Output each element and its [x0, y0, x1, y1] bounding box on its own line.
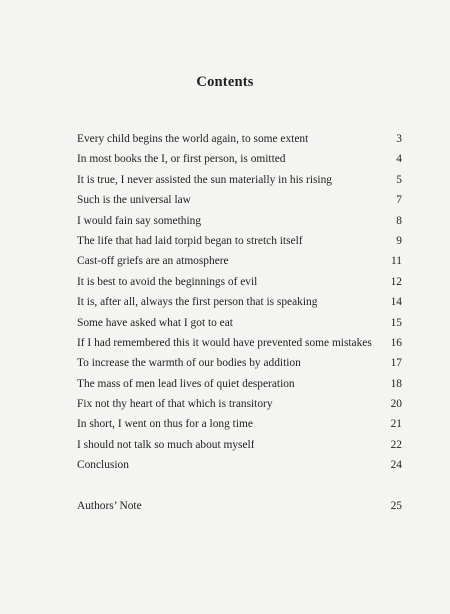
toc-entry-title: In most books the I, or first person, is omitted [77, 153, 286, 166]
toc-entry-title: Cast-off griefs are an atmosphere [77, 255, 229, 268]
toc-entry-title: I should not talk so much about myself [77, 438, 255, 451]
toc-entry[interactable] [77, 190, 402, 210]
toc-entry[interactable] [77, 313, 402, 333]
toc-entry[interactable] [77, 353, 402, 373]
toc-entry-page: 15 [390, 316, 402, 329]
toc-entry-title: Some have asked what I got to eat [77, 316, 233, 329]
toc-entry-title: To increase the warmth of our bodies by addition [77, 357, 301, 370]
toc-entry-page: 17 [390, 357, 402, 370]
toc-entry-page: 4 [396, 153, 402, 166]
toc-entry-page: 24 [390, 459, 402, 472]
toc-entry[interactable] [77, 170, 402, 190]
page-title: Contents [196, 74, 254, 90]
toc-entry[interactable] [77, 333, 402, 353]
toc-entry-page: 18 [390, 377, 402, 390]
toc-entry-page: 21 [390, 418, 402, 431]
toc-entry-title: Fix not thy heart of that which is transitory [77, 398, 273, 411]
toc-entry-title: It is, after all, always the first person that is speaking [77, 296, 318, 309]
toc-entry-title: Every child begins the world again, to some extent [77, 133, 309, 145]
toc-entry[interactable] [77, 251, 402, 271]
toc-entry-page: 22 [390, 438, 402, 451]
toc-entry[interactable] [77, 374, 402, 394]
toc-entry-page: 12 [390, 275, 402, 288]
toc-entry-page: 7 [396, 194, 402, 207]
toc-entry[interactable] [77, 211, 402, 231]
toc-entry[interactable] [77, 414, 402, 434]
toc-entry-title: In short, I went on thus for a long time [77, 418, 253, 431]
toc-entry-title: If I had remembered this it would have prevented some mistakes [77, 336, 372, 349]
toc-entry[interactable] [77, 231, 402, 251]
toc-entry[interactable] [77, 292, 402, 312]
toc-entry-page: 9 [396, 234, 402, 247]
toc-entry-title: The life that had laid torpid began to stretch itself [77, 234, 303, 247]
toc-entry-authors-note[interactable] [77, 496, 402, 516]
toc-entry[interactable] [77, 435, 402, 455]
toc-entry-title: It is true, I never assisted the sun materially in his rising [77, 173, 332, 186]
toc-entry-page: 20 [390, 398, 402, 411]
toc-entry-page: 16 [390, 336, 402, 349]
toc-entry-page: 3 [396, 133, 402, 145]
toc-entry[interactable] [77, 455, 402, 475]
toc-entry[interactable] [77, 149, 402, 169]
toc-entry-page: 5 [396, 173, 402, 186]
toc-entry[interactable] [77, 272, 402, 292]
toc-entry-title: It is best to avoid the beginnings of evil [77, 275, 258, 288]
toc-entry-page: 8 [396, 214, 402, 227]
toc-entry-page: 11 [391, 255, 402, 268]
toc-entry-title: Such is the universal law [77, 194, 191, 207]
toc-entry-title: The mass of men lead lives of quiet desperation [77, 377, 295, 390]
table-of-contents [77, 129, 402, 476]
toc-entry[interactable] [77, 129, 402, 149]
toc-entry-page: 14 [390, 296, 402, 309]
toc-entry-title: I would fain say something [77, 214, 202, 227]
toc-entry-title: Authors’ Note [77, 500, 142, 512]
toc-entry[interactable] [77, 394, 402, 414]
toc-entry-title: Conclusion [77, 459, 129, 472]
toc-entry-page: 25 [390, 500, 402, 512]
